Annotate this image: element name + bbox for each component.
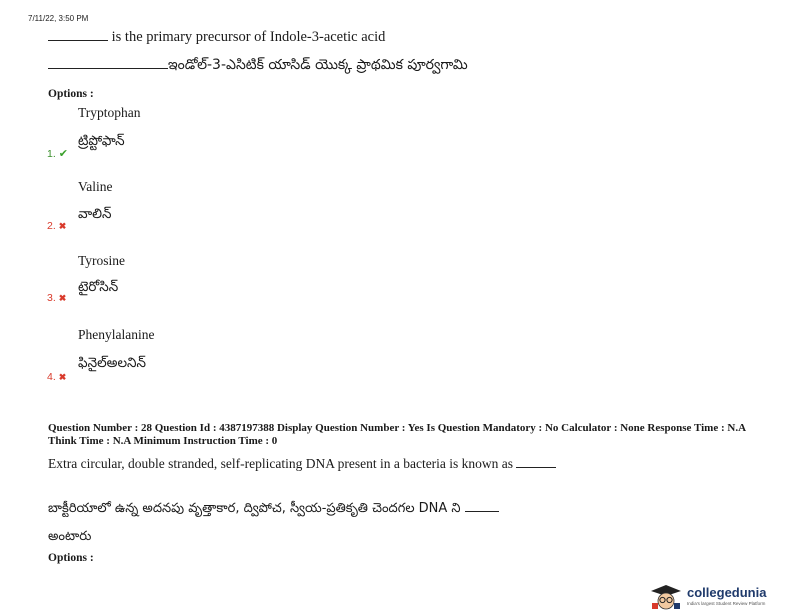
option-1-number	[47, 147, 68, 160]
print-timestamp: 7/11/22, 3:50 PM	[28, 14, 89, 23]
question-2-metadata: Question Number : 28 Question Id : 4387197388 Display Question Number : Yes Is Question Mandatory : No Calculator : None Response Time : N.A Think Time : N.A Minimum Instruction Time : 0	[48, 422, 746, 447]
answer-blank	[516, 467, 556, 468]
option-4-number	[47, 371, 66, 383]
option-4-telugu: ఫినైల్అలనిన్	[78, 355, 146, 371]
option-3-number	[47, 292, 66, 304]
answer-blank	[465, 511, 499, 512]
cross-icon: ✖	[58, 372, 67, 382]
option-4-english: Phenylalanine	[78, 327, 155, 342]
option-number-label: 2.	[47, 220, 56, 232]
option-2-english: Valine	[78, 179, 113, 194]
option-number-label: 1.	[47, 148, 56, 160]
question-1-telugu	[48, 57, 468, 76]
question-1-english	[48, 29, 385, 46]
options-label: Options :	[48, 552, 94, 564]
option-2-number	[47, 220, 66, 232]
collegedunia-logo	[649, 583, 789, 611]
cross-icon: ✖	[58, 221, 67, 231]
answer-blank	[48, 68, 168, 69]
option-1-telugu: ట్రిప్టోఫాన్	[78, 133, 125, 149]
question-2-telugu-line-1	[48, 501, 499, 519]
option-number-label: 4.	[47, 371, 56, 383]
question-2-telugu-text: బాక్టీరియాలో ఉన్న అదనపు వృత్తాకార, ద్విపోచ, స్వీయ-ప్రతికృతి చెందగల DNA ని	[48, 501, 461, 516]
student-mascot-icon	[649, 583, 683, 611]
question-2-english-text: Extra circular, double stranded, self-replicating DNA present in a bacteria is known as	[48, 456, 514, 471]
answer-blank	[48, 40, 108, 41]
checkmark-icon: ✔	[58, 148, 68, 160]
option-number-label: 3.	[47, 292, 56, 304]
question-1-english-text: is the primary precursor of Indole-3-acetic acid	[111, 29, 386, 45]
option-2-telugu: వాలిన్	[78, 206, 112, 222]
options-label: Options :	[48, 88, 94, 100]
question-1-telugu-text: ఇండోల్-3-ఎసిటిక్ యాసిడ్ యొక్క ప్రాథమిక పూర్వగామి	[168, 57, 468, 73]
brand-name: collegedunia	[687, 585, 767, 600]
option-1-english: Tryptophan	[78, 105, 141, 120]
cross-icon: ✖	[58, 293, 67, 303]
option-3-english: Tyrosine	[78, 253, 126, 268]
question-2-telugu-line-2: అంటారు	[48, 529, 92, 544]
option-3-telugu: టైరోసిన్	[78, 279, 119, 295]
question-2-english	[48, 454, 578, 473]
brand-tagline: India's largest Student Review Platform	[687, 601, 766, 606]
